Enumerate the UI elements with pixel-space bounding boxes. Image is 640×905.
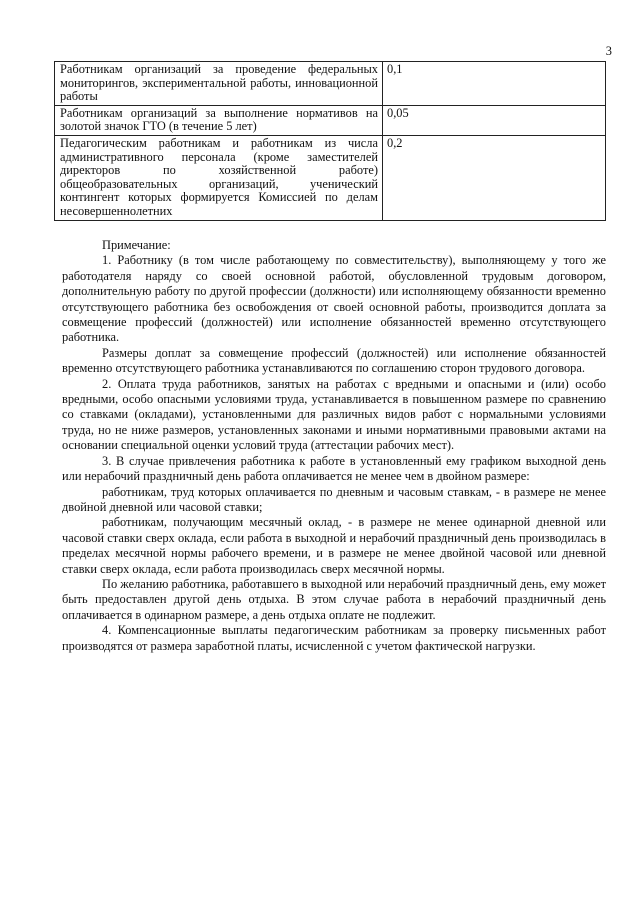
notes-heading: Примечание: xyxy=(102,238,171,252)
note-paragraph: 1. Работнику (в том числе работающему по совместительству), выполняющему у того же работодателя наряду со своей основной работой, обусловленной трудовым договором, дополнительную работу по другой профессии (должности) или исполняющему обязанности временно отсутствующего работника без освобождения от своей основной работы, производится доплата за совмещение профессий (должностей) или исполнение обязанностей временно отсутствующего работника. xyxy=(62,253,606,345)
note-paragraph: Размеры доплат за совмещение профессий (должностей) или исполнение обязанностей временно отсутствующего работника устанавливаются по соглашению сторон трудового договора. xyxy=(62,345,606,376)
table-cell-category: Работникам организаций за проведение федеральных мониторингов, экспериментальной работы, инновационной работы xyxy=(55,62,383,106)
table-row xyxy=(55,62,606,106)
notes-section xyxy=(62,238,606,654)
table-cell-coefficient: 0,2 xyxy=(383,135,606,220)
coefficient-table xyxy=(54,61,606,221)
note-paragraph: 2. Оплата труда работников, занятых на работах с вредными и опасными и (или) особо вредными, особо опасными условиями труда, устанавливается в повышенном размере по сравнению со ставками (окладами), установленными для различных видов работ с нормальными условиями труда, но не ниже размеров, установленных законами и иными нормативными правовыми актами на основании специальной оценки условий труда (аттестации рабочих мест). xyxy=(62,376,606,453)
table-cell-category: Педагогическим работникам и работникам из числа административного персонала (кроме заместителей директоров по хозяйственной работе) общеобразовательных организаций, ученический контингент которых формируется Комиссией по делам несовершеннолетних xyxy=(55,135,383,220)
note-paragraph: 4. Компенсационные выплаты педагогическим работникам за проверку письменных работ производятся от размера заработной платы, исчисленной с учетом фактической нагрузки. xyxy=(62,623,606,653)
table-cell-coefficient: 0,1 xyxy=(383,62,606,106)
note-paragraph: работникам, труд которых оплачивается по дневным и часовым ставкам, - в размере не менее двойной дневной или часовой ставки; xyxy=(62,484,606,514)
note-paragraph: По желанию работника, работавшего в выходной или нерабочий праздничный день, ему может быть предоставлен другой день отдыха. В этом случае работа в нерабочий праздничный день оплачивается в одинарном размере, а день отдыха оплате не подлежит. xyxy=(62,576,606,622)
table-row xyxy=(55,105,606,135)
note-paragraph: 3. В случае привлечения работника к работе в установленный ему графиком выходной день или нерабочий праздничный день работа оплачивается не менее чем в двойном размере: xyxy=(62,453,606,484)
table-cell-coefficient: 0,05 xyxy=(383,105,606,135)
page-number: 3 xyxy=(605,44,612,58)
note-paragraph: работникам, получающим месячный оклад, - в размере не менее одинарной дневной или часовой ставки сверх оклада, если работа в выходной и нерабочий праздничный день производилась в пределах месячной нормы рабочего времени, и в размере не менее двойной часовой или дневной ставки сверх оклада, если работа производилась сверх месячной нормы. xyxy=(62,515,606,576)
table-row xyxy=(55,135,606,220)
table-cell-category: Работникам организаций за выполнение нормативов на золотой значок ГТО (в течение 5 лет) xyxy=(55,105,383,135)
